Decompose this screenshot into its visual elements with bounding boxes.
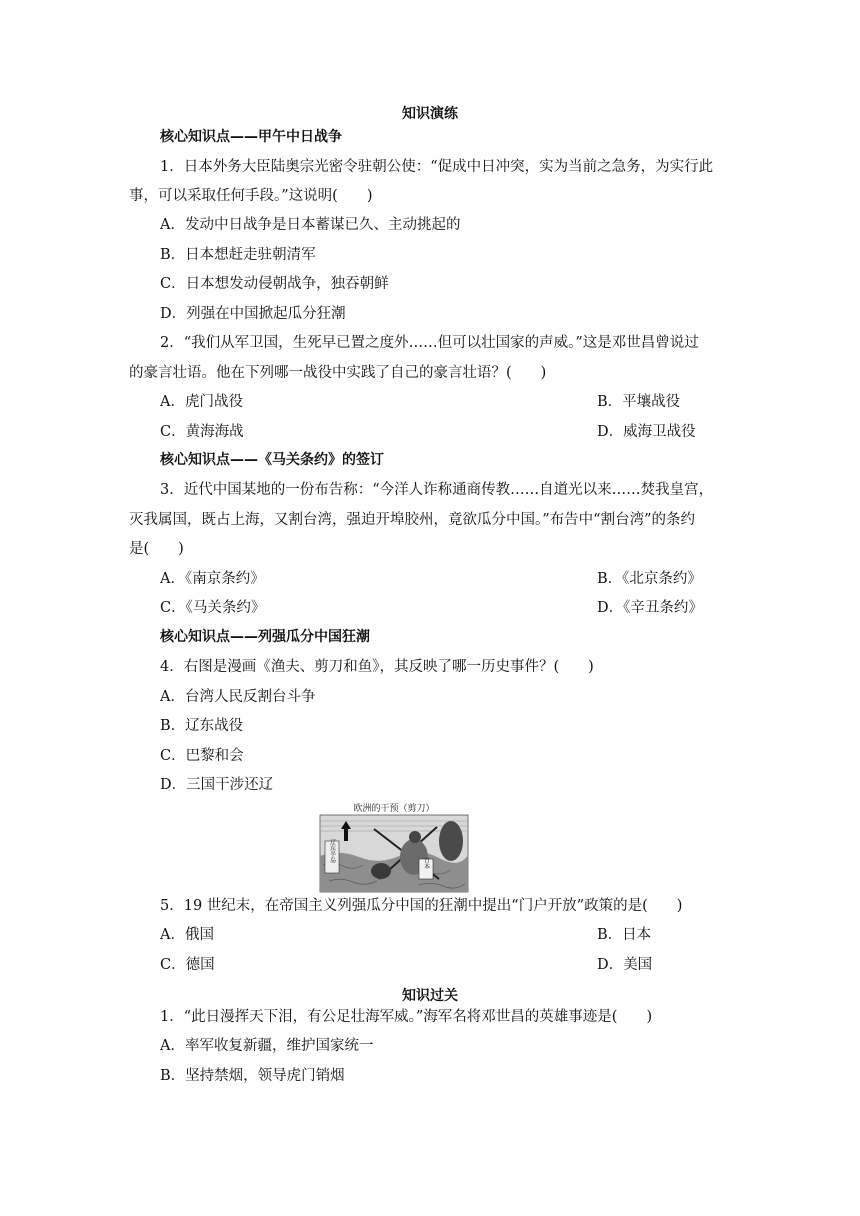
section-title-review: 知识过关 [402, 988, 458, 1004]
q4-option-d: D．三国干涉还辽 [160, 777, 274, 793]
q1-option-d: D．列强在中国掀起瓜分狂潮 [160, 306, 346, 322]
q1-option-a: A．发动中日战争是日本蓄谋已久、主动挑起的 [160, 217, 461, 233]
q4-option-b: B．辽东战役 [160, 718, 244, 734]
q2-option-d: D．威海卫战役 [597, 424, 696, 440]
q5-option-b: B．日本 [597, 927, 652, 943]
cartoon-label-right: 日本 [422, 857, 430, 869]
q3-stem-line2: 灭我属国，既占上海，又割台湾，强迫开埠胶州，竟欲瓜分中国。”布告中“割台湾”的条约 [129, 512, 695, 528]
q4-option-a: A．台湾人民反割台斗争 [160, 689, 316, 705]
part3-heading: 核心知识点——列强瓜分中国狂潮 [160, 629, 370, 645]
q1-stem-line1: 1．日本外务大臣陆奥宗光密令驻朝公使：“促成中日冲突，实为当前之急务，为实行此 [160, 159, 714, 175]
r1-option-b: B．坚持禁烟，领导虎门销烟 [160, 1068, 345, 1084]
q5-stem-line1: 5．19 世纪末，在帝国主义列强瓜分中国的狂潮中提出“门户开放”政策的是( ) [160, 898, 683, 914]
q2-stem-line2: 的豪言壮语。他在下列哪一战役中实践了自己的豪言壮语？( ) [129, 365, 547, 381]
q3-stem-line1: 3．近代中国某地的一份布告称：“今洋人诈称通商传教……自道光以来……焚我皇宫， [160, 482, 714, 498]
q5-option-a: A．俄国 [160, 927, 214, 943]
q2-option-b: B．平壤战役 [597, 394, 681, 410]
q1-stem-line2: 事，可以采取任何手段。”这说明( ) [129, 188, 373, 204]
q3-stem-line3: 是( ) [129, 541, 184, 557]
q1-option-c: C．日本想发动侵朝战争，独吞朝鲜 [160, 276, 389, 292]
q3-option-c: C．《马关条约》 [160, 600, 266, 616]
section-title-practice: 知识演练 [402, 106, 458, 122]
q2-option-a: A．虎门战役 [160, 394, 243, 410]
q3-option-b: B．《北京条约》 [597, 571, 702, 587]
r1-option-a: A．率军收复新疆，维护国家统一 [160, 1038, 374, 1054]
cartoon-image [319, 801, 469, 893]
q2-stem-line1: 2．“我们从军卫国，生死早已置之度外……但可以壮国家的声威。”这是邓世昌曾说过 [160, 335, 699, 351]
q5-option-d: D．美国 [597, 957, 653, 973]
q5-option-c: C．德国 [160, 957, 215, 973]
q2-option-c: C．黄海海战 [160, 424, 244, 440]
q3-option-d: D．《辛丑条约》 [597, 600, 703, 616]
q4-stem-line1: 4．右图是漫画《渔夫、剪刀和鱼》，其反映了哪一历史事件？( ) [160, 659, 594, 675]
part1-heading: 核心知识点——甲午中日战争 [160, 129, 342, 145]
q1-option-b: B．日本想赶走驻朝清军 [160, 247, 316, 263]
r1-stem-line1: 1．“此日漫挥天下泪，有公足壮海军威。”海军名将邓世昌的英雄事迹是( ) [160, 1009, 653, 1025]
q3-option-a: A．《南京条约》 [160, 571, 265, 587]
cartoon-label-left: 辽东半岛 [328, 839, 336, 863]
part2-heading: 核心知识点——《马关条约》的签订 [160, 452, 384, 468]
q4-option-c: C．巴黎和会 [160, 748, 244, 764]
cartoon-caption: 欧洲的干预（剪刀） [353, 804, 435, 814]
